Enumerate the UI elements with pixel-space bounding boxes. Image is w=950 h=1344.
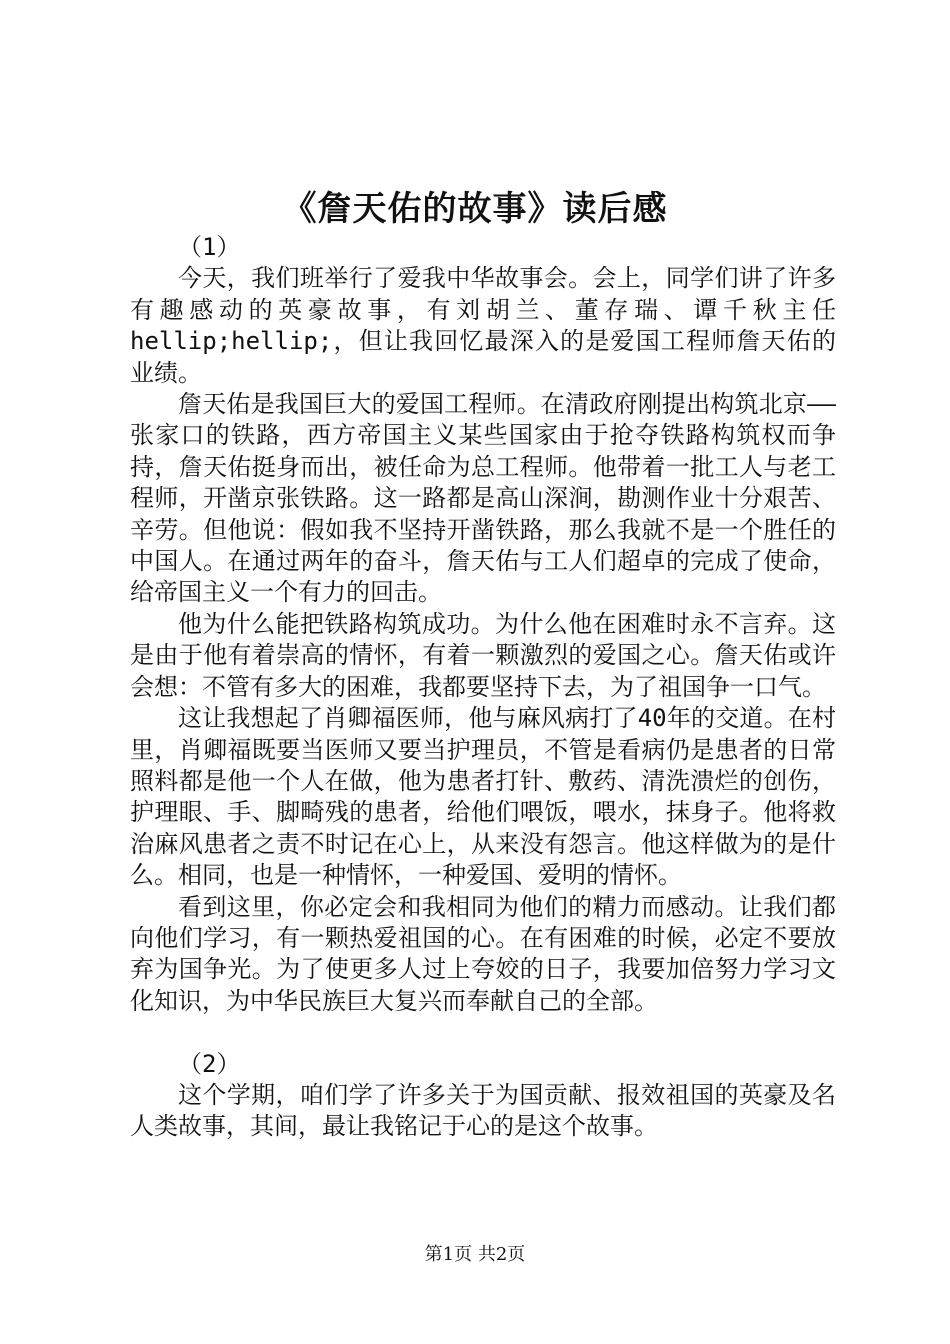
- paragraph: 这让我想起了肖卿福医师，他与麻风病打了40年的交道。在村里，肖卿福既要当医师又要当护理员，不管是看病仍是患者的日常照料都是他一个人在做，他为患者打针、敷药、清洗溃烂的创伤，护理眼、手、脚畸残的患者，给他们喂饭，喂水，抹身子。他将救治麻风患者之责不时记在心上，从来没有怨言。他这样做为的是什么。相同，也是一种情怀，一种爱国、爱明的情怀。: [130, 704, 836, 890]
- section-marker-2: （2）: [178, 1049, 241, 1078]
- document-body: [130, 232, 836, 1143]
- paragraph: 詹天佑是我国巨大的爱国工程师。在清政府刚提出构筑北京——张家口的铁路，西方帝国主义某些国家由于抢夺铁路构筑权而争持，詹天佑挺身而出，被任命为总工程师。他带着一批工人与老工程师，开凿京张铁路。这一路都是高山深涧，勘测作业十分艰苦、辛劳。但他说：假如我不坚持开凿铁路，那么我就不是一个胜任的中国人。在通过两年的奋斗，詹天佑与工人们超卓的完成了使命，给帝国主义一个有力的回击。: [130, 390, 836, 607]
- paragraph: 这个学期，咱们学了许多关于为国贡献、报效祖国的英豪及名人类故事，其间，最让我铭记于心的是这个故事。: [130, 1080, 836, 1141]
- paragraph: 他为什么能把铁路构筑成功。为什么他在困难时永不言弃。这是由于他有着崇高的情怀，有着一颗激烈的爱国之心。詹天佑或许会想：不管有多大的困难，我都要坚持下去，为了祖国争一口气。: [130, 609, 836, 701]
- section-marker-1: （1）: [178, 233, 241, 261]
- paragraph: 今天，我们班举行了爱我中华故事会。会上，同学们讲了许多有趣感动的英豪故事，有刘胡兰、董存瑞、谭千秋主任hellip;hellip;，但让我回忆最深入的是爱国工程师詹天佑的业绩。: [130, 264, 836, 387]
- paragraph: 看到这里，你必定会和我相同为他们的精力而感动。让我们都向他们学习，有一颗热爱祖国的心。在有困难的时候，必定不要放弃为国争光。为了使更多人过上夸姣的日子，我要加倍努力学习文化知识，为中华民族巨大复兴而奉献自己的全部。: [130, 892, 836, 1015]
- document-title: 《詹天佑的故事》读后感: [282, 189, 668, 229]
- page-footer: 第1页 共2页: [424, 1244, 526, 1265]
